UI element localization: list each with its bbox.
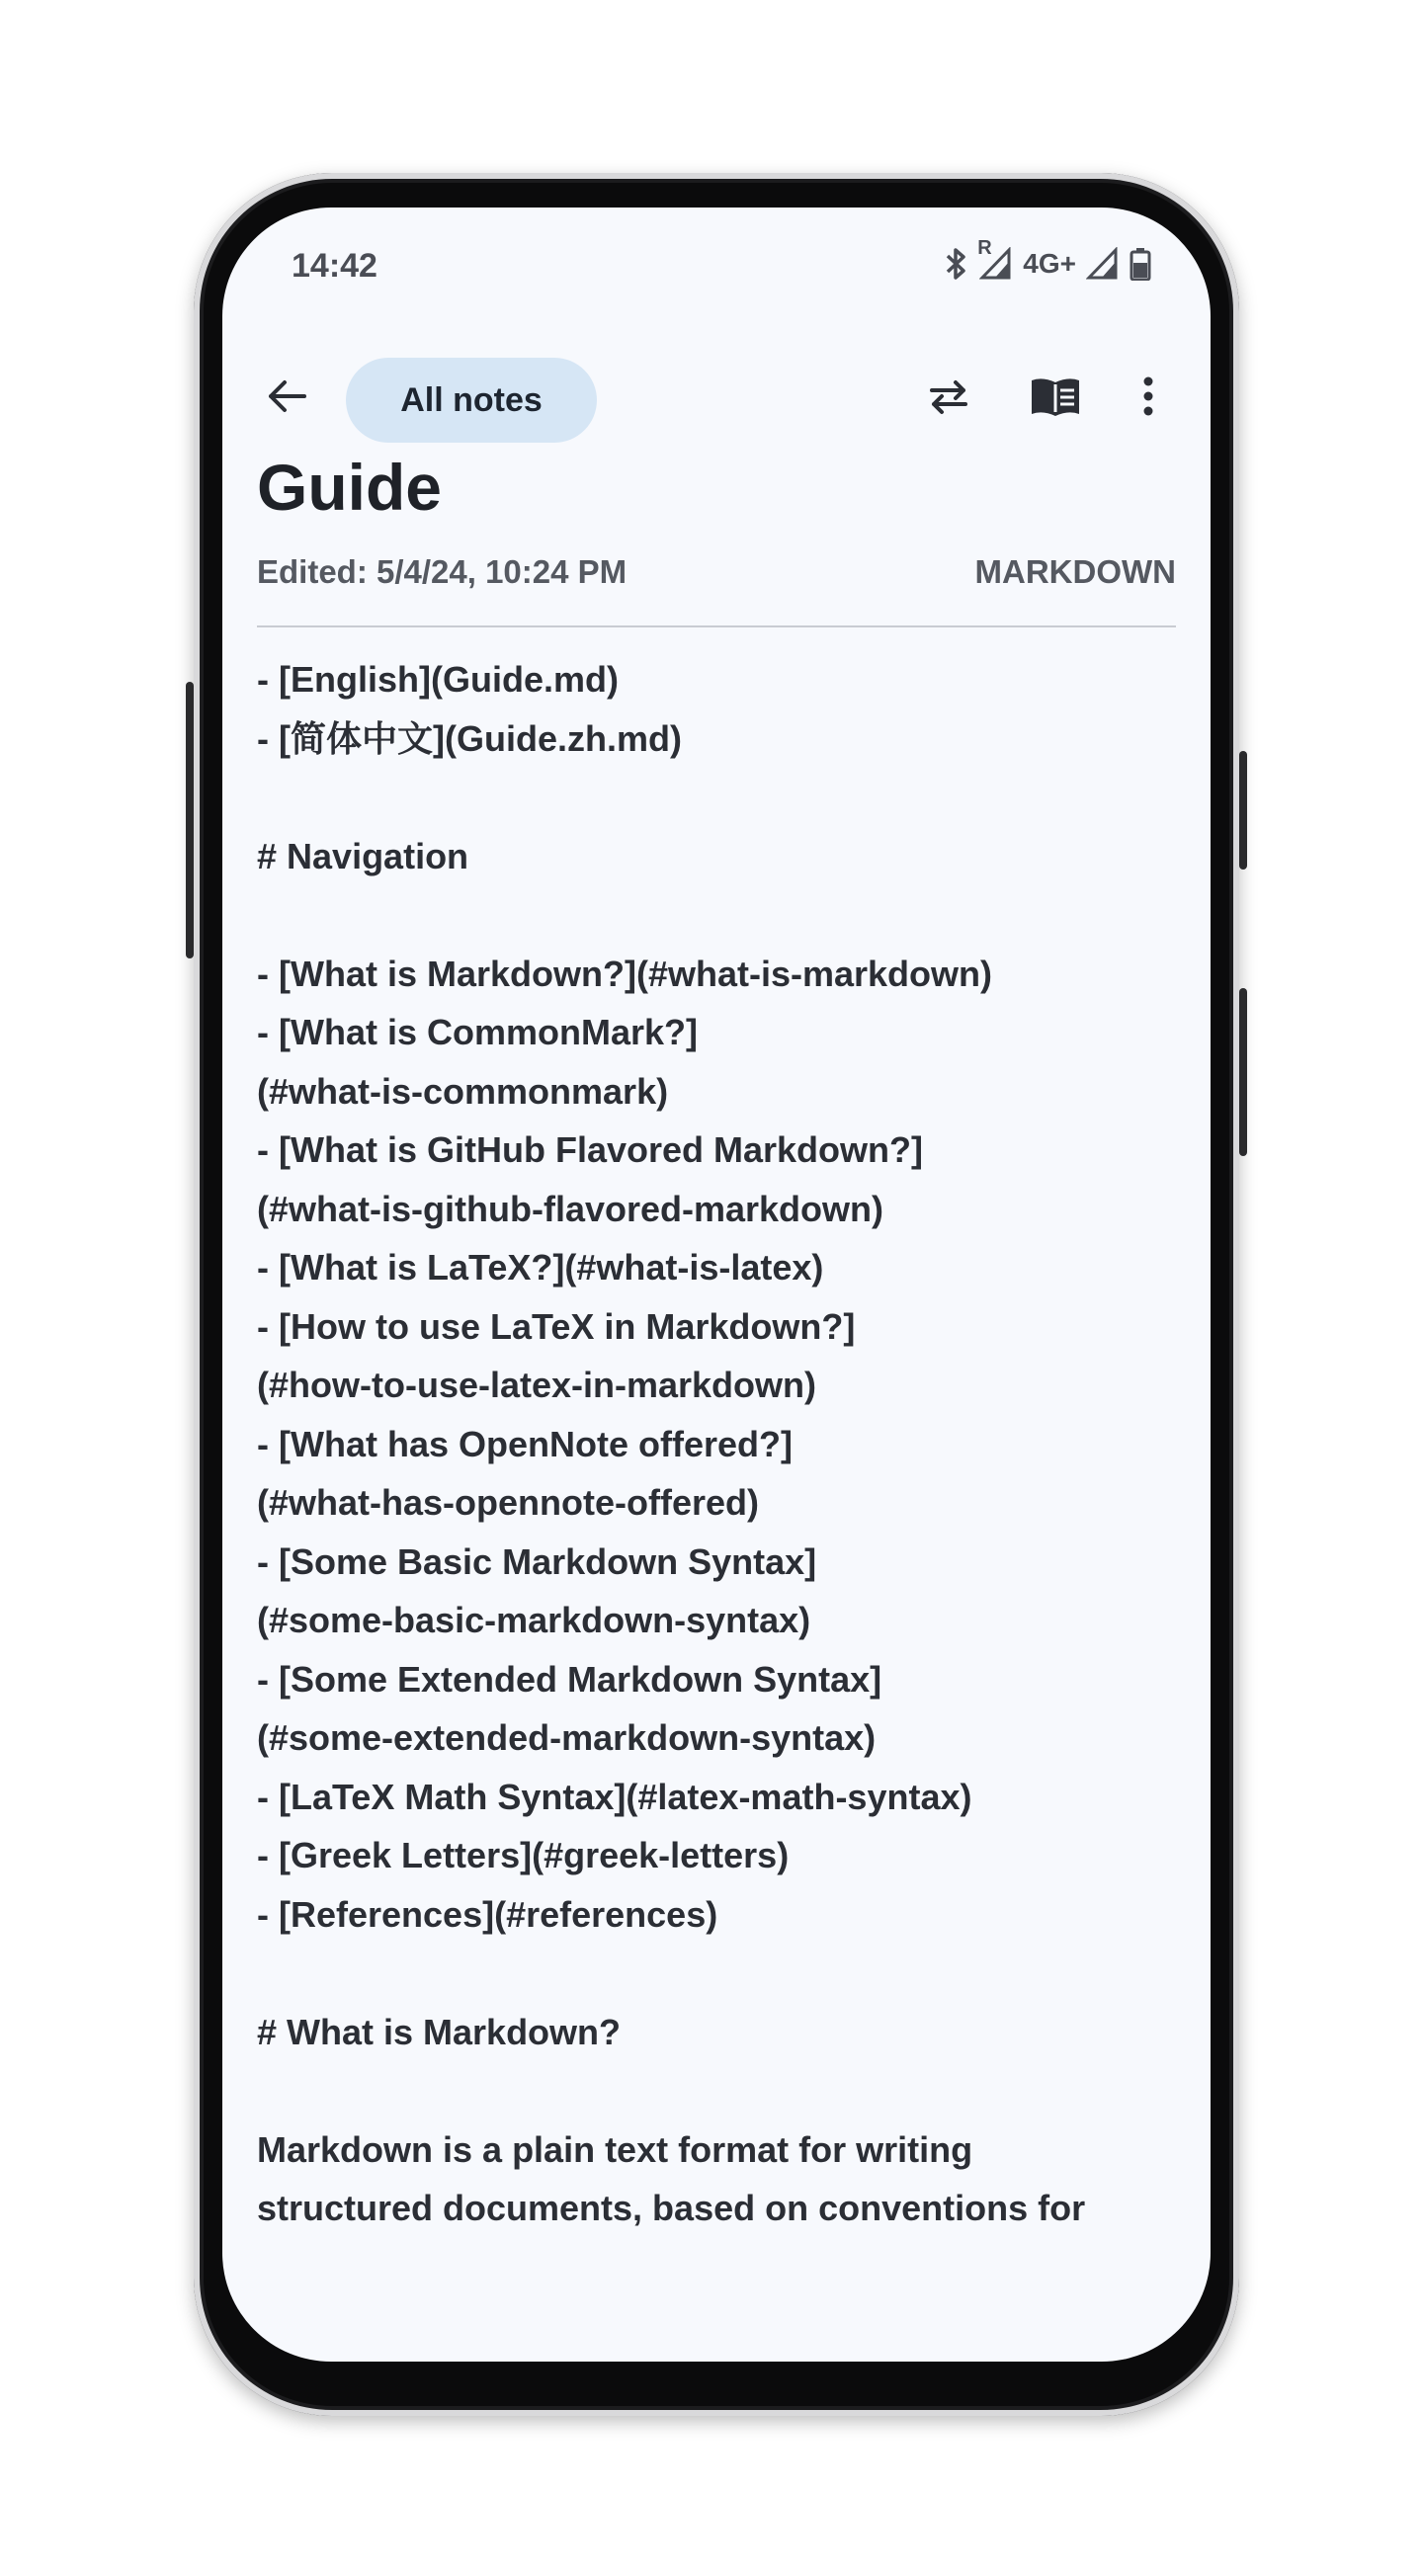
content-line [257,768,1186,827]
content-line: structured documents, based on conventions for [257,2188,1086,2228]
note-meta [257,553,1176,591]
battery-icon [1130,247,1151,281]
content-line [257,885,1186,945]
more-vert-icon [1142,376,1154,421]
content-line: - [简体中文](Guide.zh.md) [257,717,682,759]
content-line: # What is Markdown? [257,2011,622,2052]
bluetooth-icon [944,247,969,281]
roaming-label: R [977,237,992,259]
content-line: - [What is LaTeX?](#what-is-latex) [257,1247,824,1288]
network-label: 4G+ [1023,248,1076,279]
content-line: - [English](Guide.md) [257,659,619,700]
divider [257,625,1176,627]
edited-timestamp: Edited: 5/4/24, 10:24 PM [257,553,628,590]
content-line: - [LaTeX Math Syntax](#latex-math-syntax) [257,1776,972,1817]
phone-right-button [1239,751,1247,870]
note-content-editor[interactable] [257,650,1186,2362]
content-line: # Navigation [257,835,469,876]
status-bar [222,208,1211,326]
phone-right-button [1239,988,1247,1156]
top-app-bar [222,346,1211,455]
content-line: (#how-to-use-latex-in-markdown) [257,1365,817,1405]
content-line: (#some-extended-markdown-syntax) [257,1717,877,1758]
content-line: (#what-is-commonmark) [257,1070,669,1112]
status-time: 14:42 [292,247,377,285]
signal-icon [977,237,1013,281]
swap-button[interactable] [914,364,983,433]
content-line: - [Greek Letters](#greek-letters) [257,1835,790,1875]
content-line: (#what-has-opennote-offered) [257,1482,759,1523]
back-button[interactable] [252,364,321,433]
status-icons [944,237,1151,281]
phone-screen [222,208,1211,2362]
content-line [257,2061,1186,2120]
swap-icon [926,376,971,421]
content-line: - [Some Extended Markdown Syntax] [257,1658,882,1700]
content-line: - [How to use LaTeX in Markdown?] [257,1305,856,1347]
content-line: - [What is Markdown?](#what-is-markdown) [257,953,993,994]
content-line: (#some-basic-markdown-syntax) [257,1600,811,1640]
content-line: - [References](#references) [257,1893,718,1935]
content-line: Markdown is a plain text format for writing [257,2128,973,2170]
signal-icon [1086,247,1120,281]
reading-mode-icon [1029,374,1082,423]
format-label[interactable]: MARKDOWN [974,553,1176,590]
phone-left-button [186,682,194,958]
content-line: (#what-is-github-flavored-markdown) [257,1188,884,1229]
more-options-button[interactable] [1114,364,1183,433]
content-line [257,1944,1186,2003]
content-line: - [What is CommonMark?] [257,1012,698,1052]
arrow-back-icon [265,374,308,423]
note-title[interactable]: Guide [257,451,443,524]
reading-mode-button[interactable] [1021,364,1090,433]
content-line: - [Some Basic Markdown Syntax] [257,1540,817,1582]
content-line: - [What is GitHub Flavored Markdown?] [257,1129,923,1170]
content-line: - [What has OpenNote offered?] [257,1423,793,1464]
all-notes-chip[interactable]: All notes [346,358,597,443]
